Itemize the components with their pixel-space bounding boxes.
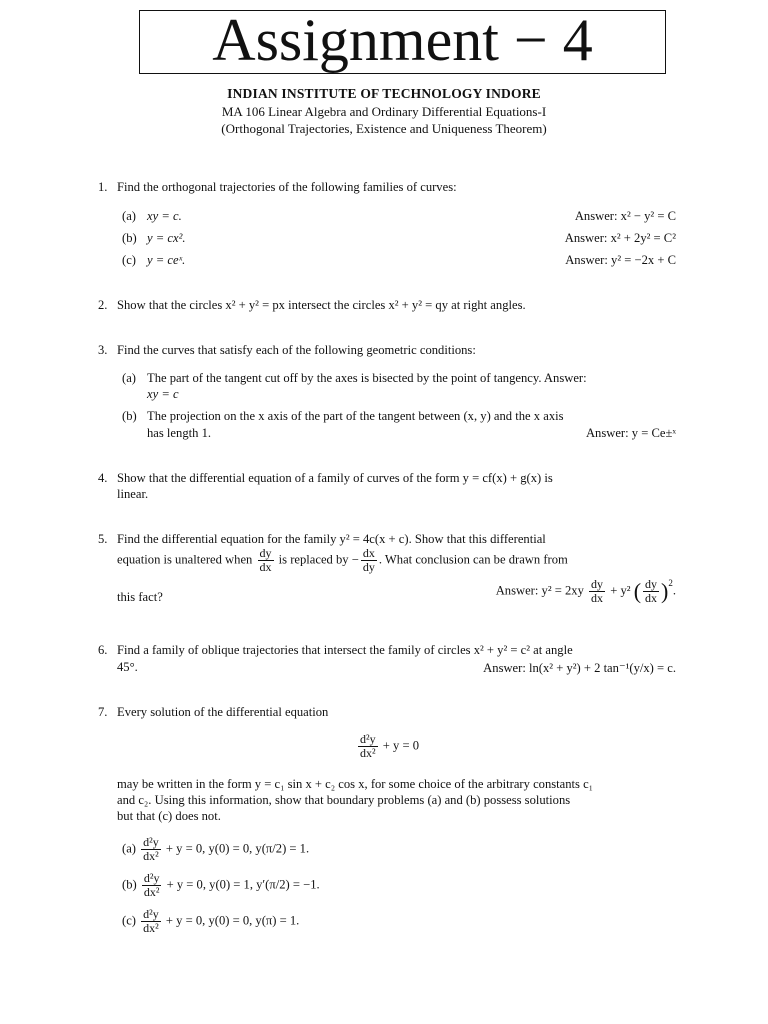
question-text: 45°. — [117, 660, 138, 674]
boundary-problem-a — [122, 836, 309, 863]
denominator: dx² — [143, 849, 159, 863]
fraction-d2y-dx2 — [358, 733, 378, 760]
question-text: Every solution of the differential equation — [117, 705, 329, 719]
part-expression: xy = c. — [147, 209, 182, 223]
denominator: dy — [362, 560, 375, 574]
fraction-dy-dx — [258, 547, 274, 574]
part-label: (a) — [122, 371, 136, 385]
answer-text: Answer: y = Ce±ˣ — [585, 426, 676, 440]
numerator: dy — [591, 577, 604, 591]
display-equation — [356, 733, 419, 760]
boundary-conditions: + y = 0, y(0) = 1, y′(π/2) = −1. — [166, 877, 320, 892]
fraction-dy-dx — [589, 578, 605, 605]
part-text: has length 1. — [147, 426, 212, 440]
part-answer: xy = c — [147, 387, 179, 401]
question-number: 4. — [98, 471, 108, 485]
denominator: dx — [591, 591, 604, 605]
answer-fragment: Answer: y² = 2xy — [495, 583, 584, 598]
numerator: d²y — [360, 732, 376, 746]
numerator: dy — [645, 577, 658, 591]
question-number: 7. — [98, 705, 108, 719]
question-text: Find the differential equation for the family y² = 4c(x + c). Show that this differential — [117, 532, 546, 546]
denominator: dx — [645, 591, 658, 605]
question-text: linear. — [117, 487, 149, 501]
answer-text: Answer: x² − y² = C — [574, 209, 676, 223]
question-text: Show that the circles x² + y² = px intersect the circles x² + y² = qy at right angles. — [117, 298, 526, 312]
text-fragment: equation is unaltered when — [117, 552, 253, 567]
fraction-d2y-dx2 — [141, 836, 161, 863]
part-label: (b) — [122, 409, 137, 423]
institute-name: INDIAN INSTITUTE OF TECHNOLOGY INDORE — [227, 86, 541, 101]
boundary-conditions: + y = 0, y(0) = 0, y(π) = 1. — [165, 913, 300, 928]
question-text: Find the curves that satisfy each of the following geometric conditions: — [117, 343, 476, 357]
text-fragment: is replaced by − — [278, 552, 359, 567]
question-text-with-fractions — [117, 547, 568, 574]
answer-text: Answer: y² = −2x + C — [565, 253, 676, 267]
question-text: and c₂. Using this information, show that boundary problems (a) and (b) possess solutions — [117, 793, 571, 807]
part-text: The part of the tangent cut off by the axes is bisected by the point of tangency. Answer: — [147, 371, 587, 385]
part-label: (b) — [122, 231, 137, 245]
denominator: dx² — [360, 746, 376, 760]
course-title: MA 106 Linear Algebra and Ordinary Differential Equations-I — [221, 104, 547, 119]
numerator: d²y — [143, 871, 160, 885]
question-text: but that (c) does not. — [117, 809, 221, 823]
answer-text: Answer: ln(x² + y²) + 2 tan⁻¹(y/x) = c. — [483, 661, 676, 675]
question-text: Show that the differential equation of a family of curves of the form y = cf(x) + g(x) is — [117, 471, 553, 485]
part-text: The projection on the x axis of the part of the tangent between (x, y) and the x axis — [147, 409, 564, 423]
right-paren: ) — [661, 578, 669, 604]
denominator: dx² — [143, 885, 160, 899]
denominator: dx² — [143, 921, 159, 935]
question-text: this fact? — [117, 590, 163, 604]
answer-fragment: + y² — [610, 583, 631, 598]
question-number: 2. — [98, 298, 108, 312]
question-number: 1. — [98, 180, 108, 194]
left-paren: ( — [633, 578, 642, 604]
equation-rest: + y = 0 — [382, 738, 420, 753]
exponent: 2 — [668, 578, 673, 588]
answer-text: Answer: x² + 2y² = C² — [564, 231, 676, 245]
boundary-conditions: + y = 0, y(0) = 0, y(π/2) = 1. — [165, 841, 310, 856]
fraction-dy-dx — [643, 578, 659, 605]
part-label: (b) — [122, 877, 137, 892]
boundary-problem-b — [122, 872, 320, 899]
part-label: (c) — [122, 913, 136, 928]
numerator: dx — [362, 546, 375, 560]
question-text: Find a family of oblique trajectories that intersect the family of circles x² + y² = c² at angle — [117, 643, 573, 657]
part-expression: y = cx². — [147, 231, 186, 245]
numerator: d²y — [143, 835, 159, 849]
question-number: 3. — [98, 343, 108, 357]
denominator: dx — [259, 560, 272, 574]
numerator: dy — [259, 546, 272, 560]
fraction-d2y-dx2 — [142, 872, 162, 899]
part-expression: y = ceˣ. — [147, 253, 186, 267]
part-label: (a) — [122, 841, 136, 856]
question-number: 5. — [98, 532, 108, 546]
text-fragment: . What conclusion can be drawn from — [378, 552, 568, 567]
topic-subtitle: (Orthogonal Trajectories, Existence and Uniqueness Theorem) — [221, 121, 547, 136]
part-label: (c) — [122, 253, 136, 267]
question-number: 6. — [98, 643, 108, 657]
fraction-d2y-dx2 — [141, 908, 161, 935]
numerator: d²y — [143, 907, 159, 921]
fraction-dx-dy — [361, 547, 377, 574]
part-label: (a) — [122, 209, 136, 223]
question-text: Find the orthogonal trajectories of the following families of curves: — [117, 180, 457, 194]
assignment-title: Assignment − 4 — [139, 10, 666, 74]
question-text: may be written in the form y = c₁ sin x + c₂ cos x, for some choice of the arbitrary constants c₁ — [117, 777, 594, 791]
answer-equation: Answer: y² = 2xy $\frac{dy}{dx}$ + y² ( $\frac{dy}{dx}$ )$^2$. — [495, 577, 676, 605]
boundary-problem-c — [122, 908, 299, 935]
